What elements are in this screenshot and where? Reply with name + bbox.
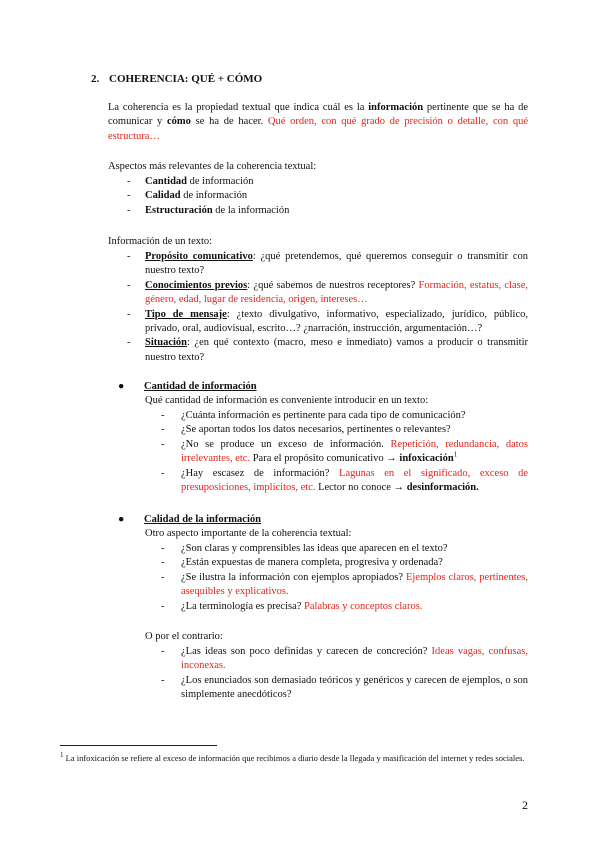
contrary-label: O por el contrario: [145, 631, 223, 642]
calidad-intro: Otro aspecto importante de la coherencia textual: [145, 528, 352, 539]
list-item: - ¿La terminología es precisa? Palabras y conceptos claros. [161, 600, 423, 612]
cantidad-title: Cantidad de información [144, 381, 257, 392]
list-item: - ¿Son claras y comprensibles las ideas que aparecen en el texto? [161, 543, 448, 554]
list-item: - Propósito comunicativo: ¿qué pretendemos, qué queremos conseguir o transmitir con nuestro texto? [127, 251, 528, 277]
list-item: - Conocimientos previos: ¿qué sabemos de nuestros receptores? Formación, estatus, clase, género, edad, lugar de residencia, origen, intereses… [127, 279, 528, 306]
intro-bold-informacion: información [368, 102, 424, 113]
list-item: - ¿Están expuestas de manera completa, progresiva y ordenada? [161, 557, 443, 569]
list-item: - ¿Las ideas son poco definidas y carecen de concreción? Ideas vagas, confusas, inconexas. [161, 646, 528, 672]
cantidad-intro: Qué cantidad de información es conveniente introducir en un texto: [145, 395, 429, 406]
cantidad-heading [118, 380, 257, 394]
footnote-separator [60, 745, 217, 746]
list-item: - ¿Los enunciados son demasiado teóricos y genéricos y carecen de ejemplos, o son simplemente anecdóticos? [161, 674, 528, 701]
intro-red-note: Qué orden, con qué grado de precisión o detalle, con qué estructura… [108, 116, 528, 142]
calidad-heading [118, 513, 261, 527]
page-number: 2 [522, 798, 528, 812]
footnote [60, 752, 528, 764]
calidad-questions [161, 542, 528, 614]
section-title: COHERENCIA: QUÉ + CÓMO [109, 73, 263, 85]
list-item: - Tipo de mensaje: ¿texto divulgativo, informativo, especializado, jurídico, público, privado, oral, audiovisual, escrito…? ¿narración, instrucción, argumentación…? [127, 308, 528, 335]
intro-paragraph [108, 101, 528, 144]
cantidad-questions [161, 409, 528, 495]
list-item: - ¿Se aportan todos los datos necesarios, pertinentes o relevantes? [161, 424, 451, 436]
calidad-title: Calidad de la información [144, 514, 261, 525]
text-info-list [127, 250, 528, 365]
footnote-text: La infoxicación se refiere al exceso de información que recibimos a diario desde la llegada y masificación del internet y redes sociales. [63, 753, 525, 763]
list-item: - Estructuración de la información [127, 204, 290, 216]
intro-text: La coherencia es la propiedad textual que indica cuál es la [108, 102, 369, 113]
list-item: - Cantidad de información [127, 176, 254, 187]
list-item: - ¿No se produce un exceso de información. Repetición, redundancia, datos irrelevantes, etc. Para el propósito comunicativo → infoxicación$^1$ [161, 438, 528, 465]
contrary-questions [161, 645, 528, 703]
footnote-ref: 1 [453, 450, 458, 459]
section-heading [91, 72, 262, 86]
list-item: - Situación: ¿en qué contexto (macro, meso e inmediato) vamos a producir o transmitir nuestro texto? [127, 337, 528, 363]
aspects-heading: Aspectos más relevantes de la coherencia textual: [108, 161, 317, 172]
list-item: - ¿Se ilustra la información con ejemplos apropiados? Ejemplos claros, pertinentes, asequibles y explicativos. [161, 571, 528, 598]
section-number: 2. [91, 73, 100, 85]
bullet-icon: ● [118, 514, 125, 525]
list-item: - ¿Cuánta información es pertinente para cada tipo de comunicación? [161, 410, 466, 421]
aspects-list [127, 175, 528, 218]
intro-text: se ha de hacer. [190, 116, 268, 128]
bullet-icon: ● [118, 381, 125, 392]
intro-bold-como: cómo [167, 116, 191, 128]
list-item: - Calidad de información [127, 190, 248, 202]
text-info-heading: Información de un texto: [108, 236, 213, 247]
footnote-mark: 1 [60, 751, 64, 760]
intro-text: pertinente que se ha de comunicar y [108, 102, 528, 128]
list-item: - ¿Hay escasez de información? Lagunas en el significado, exceso de presuposiciones, implícitos, etc. Lector no conoce → desinformación. [161, 467, 528, 494]
